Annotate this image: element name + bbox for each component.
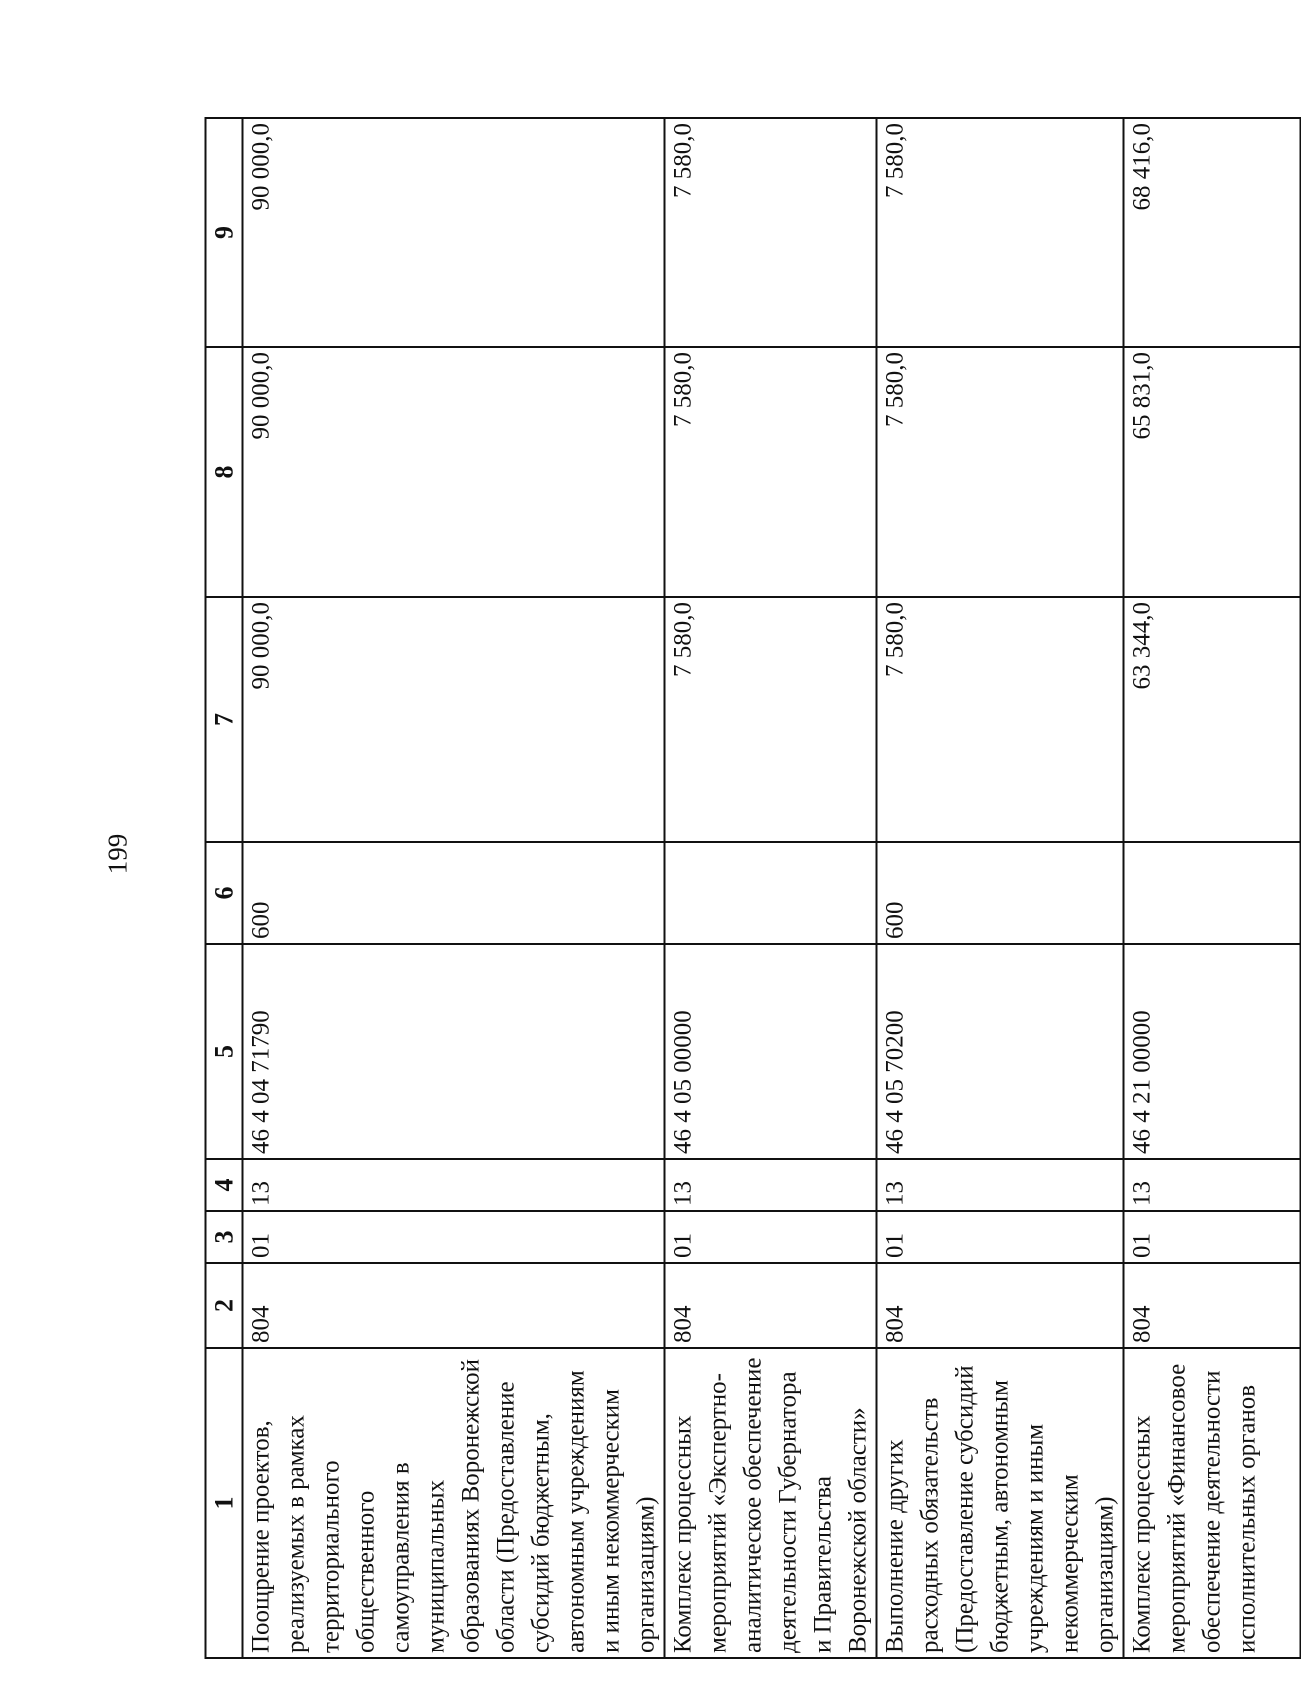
cell-name: Комплекс процессных мероприятий «Экспертно-аналитическое обеспечение деятельности Губернатора и Правительства Воронежской области»: [664, 1348, 876, 1658]
header-row: [205, 118, 242, 1658]
cell-amount-9: 90 000,0: [242, 118, 664, 347]
table-row: [242, 118, 664, 1658]
cell-amount-9: 68 416,0: [1123, 118, 1300, 347]
cell-section: 01: [664, 1211, 876, 1263]
cell-target-article: 46 4 21 00000: [1123, 944, 1300, 1159]
budget-table: [204, 117, 1301, 1659]
cell-name: Поощрение проектов, реализуемых в рамках территориального общественного самоуправления в муниципальных образованиях Воронежской области (Предоставление субсидий бюджетным, автономным учреждениям и иным некоммерческим организациям): [242, 1348, 664, 1658]
cell-name: Комплекс процессных мероприятий «Финансовое обеспечение деятельности исполнительных органов: [1123, 1348, 1300, 1658]
cell-amount-8: 7 580,0: [876, 347, 1123, 597]
table-row: [876, 118, 1123, 1658]
cell-amount-7: 90 000,0: [242, 597, 664, 842]
header-col-1: 1: [205, 1348, 242, 1658]
cell-subsection: 13: [876, 1159, 1123, 1211]
cell-amount-9: 7 580,0: [876, 118, 1123, 347]
cell-amount-7: 63 344,0: [1123, 597, 1300, 842]
cell-ministry-code: 804: [876, 1263, 1123, 1348]
cell-amount-8: 7 580,0: [664, 347, 876, 597]
cell-amount-9: 7 580,0: [664, 118, 876, 347]
rotated-table-wrapper: [204, 119, 1260, 1659]
header-col-6: 6: [205, 842, 242, 944]
page-number: 199: [102, 833, 133, 875]
cell-expense-type: [664, 842, 876, 944]
cell-expense-type: [1123, 842, 1300, 944]
header-col-9: 9: [205, 118, 242, 347]
cell-section: 01: [876, 1211, 1123, 1263]
cell-target-article: 46 4 05 00000: [664, 944, 876, 1159]
cell-expense-type: 600: [242, 842, 664, 944]
cell-ministry-code: 804: [664, 1263, 876, 1348]
cell-expense-type: 600: [876, 842, 1123, 944]
cell-name: Выполнение других расходных обязательств (Предоставление субсидий бюджетным, автономным учреждениям и иным некоммерческим организациям): [876, 1348, 1123, 1658]
cell-subsection: 13: [664, 1159, 876, 1211]
cell-section: 01: [242, 1211, 664, 1263]
cell-ministry-code: 804: [1123, 1263, 1300, 1348]
cell-section: 01: [1123, 1211, 1300, 1263]
header-col-2: 2: [205, 1263, 242, 1348]
cell-amount-7: 7 580,0: [876, 597, 1123, 842]
cell-ministry-code: 804: [242, 1263, 664, 1348]
header-col-5: 5: [205, 944, 242, 1159]
header-col-3: 3: [205, 1211, 242, 1263]
cell-target-article: 46 4 05 70200: [876, 944, 1123, 1159]
header-col-7: 7: [205, 597, 242, 842]
cell-amount-8: 90 000,0: [242, 347, 664, 597]
cell-amount-8: 65 831,0: [1123, 347, 1300, 597]
table-row: [1123, 118, 1300, 1658]
cell-amount-7: 7 580,0: [664, 597, 876, 842]
header-col-8: 8: [205, 347, 242, 597]
table-row: [664, 118, 876, 1658]
cell-subsection: 13: [242, 1159, 664, 1211]
cell-target-article: 46 4 04 71790: [242, 944, 664, 1159]
cell-subsection: 13: [1123, 1159, 1300, 1211]
header-col-4: 4: [205, 1159, 242, 1211]
